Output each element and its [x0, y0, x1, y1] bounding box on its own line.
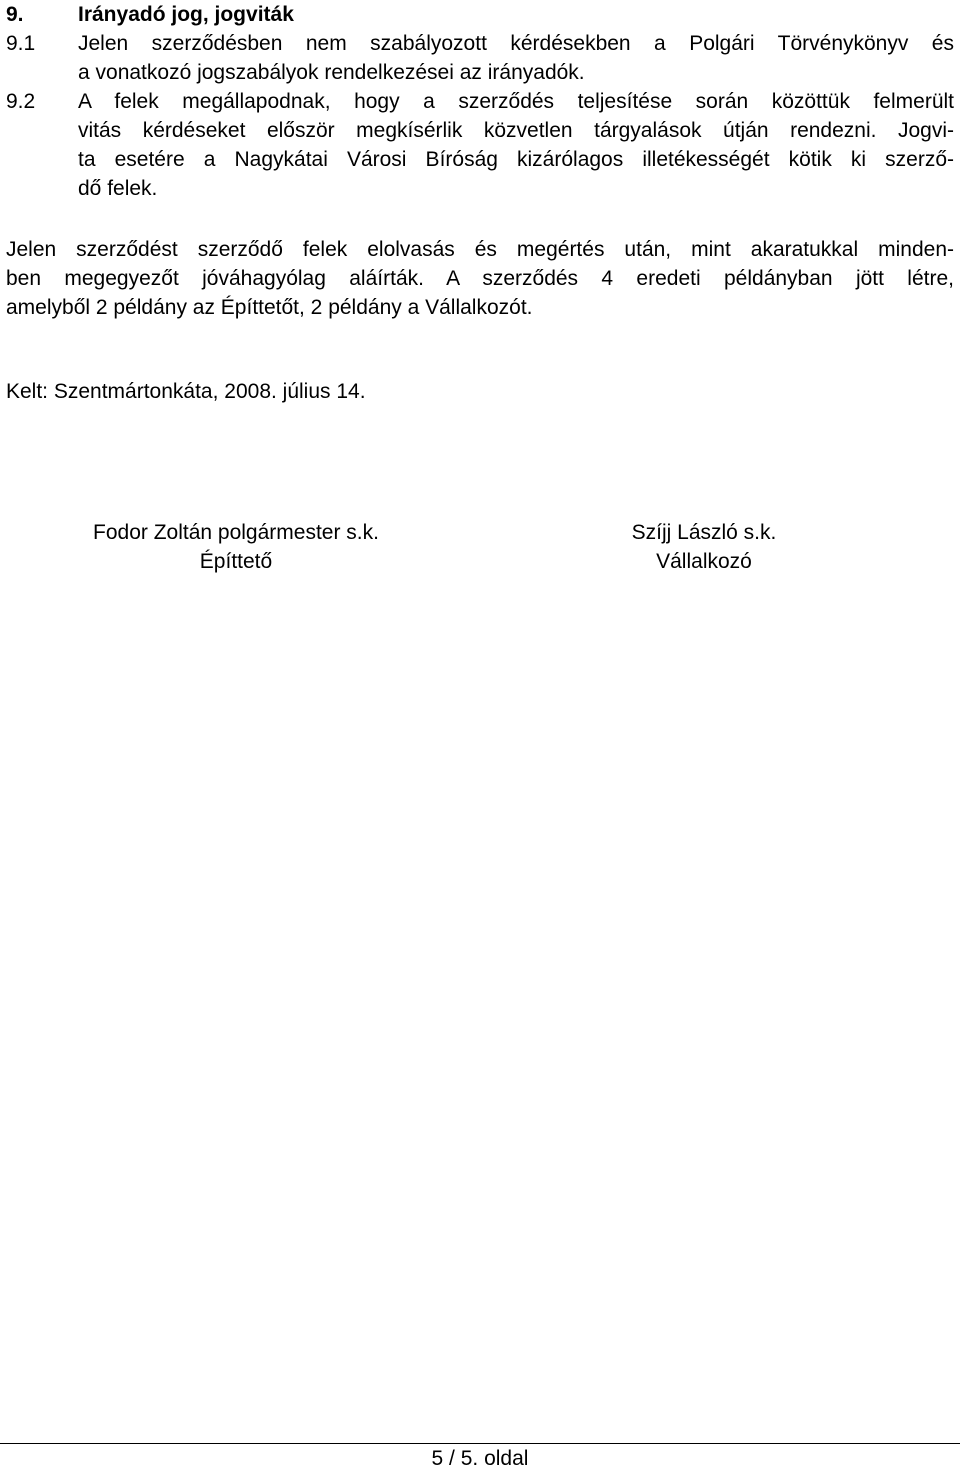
clause-line: vitás kérdéseket először megkísérlik közvetlen tárgyalások útján rendezni. Jogvi- [78, 119, 954, 142]
paragraph-line: amelyből 2 példány az Építtetőt, 2 példány a Vállalkozót. [6, 296, 533, 319]
clause-line: ta esetére a Nagykátai Városi Bíróság kizárólagos illetékességét kötik ki szerző- [78, 148, 954, 171]
signatory-role: Vállalkozó [656, 550, 752, 573]
clause-line: dő felek. [78, 177, 158, 200]
page-number: 5 / 5. oldal [431, 1447, 529, 1470]
clause-line: A felek megállapodnak, hogy a szerződés teljesítése során közöttük felmerült [78, 90, 954, 113]
signatory-name: Fodor Zoltán polgármester s.k. [93, 521, 379, 544]
paragraph-line: Jelen szerződést szerződő felek elolvasás és megértés után, mint akaratukkal minden- [6, 238, 954, 261]
signatory-role: Építtető [199, 550, 273, 573]
paragraph-line: ben megegyezőt jóváhagyólag aláírták. A szerződés 4 eredeti példányban jött létre, [6, 267, 954, 290]
clause-number: 9.2 [6, 90, 36, 113]
section-title: Irányadó jog, jogviták [78, 3, 294, 26]
clause-number: 9.1 [6, 32, 36, 55]
clause-line: Jelen szerződésben nem szabályozott kérdésekben a Polgári Törvénykönyv és [78, 32, 954, 55]
clause-line: a vonatkozó jogszabályok rendelkezései az irányadók. [78, 61, 585, 84]
signatory-name: Szíjj László s.k. [631, 521, 777, 544]
section-number: 9. [6, 3, 24, 26]
date-place: Kelt: Szentmártonkáta, 2008. július 14. [6, 380, 366, 403]
